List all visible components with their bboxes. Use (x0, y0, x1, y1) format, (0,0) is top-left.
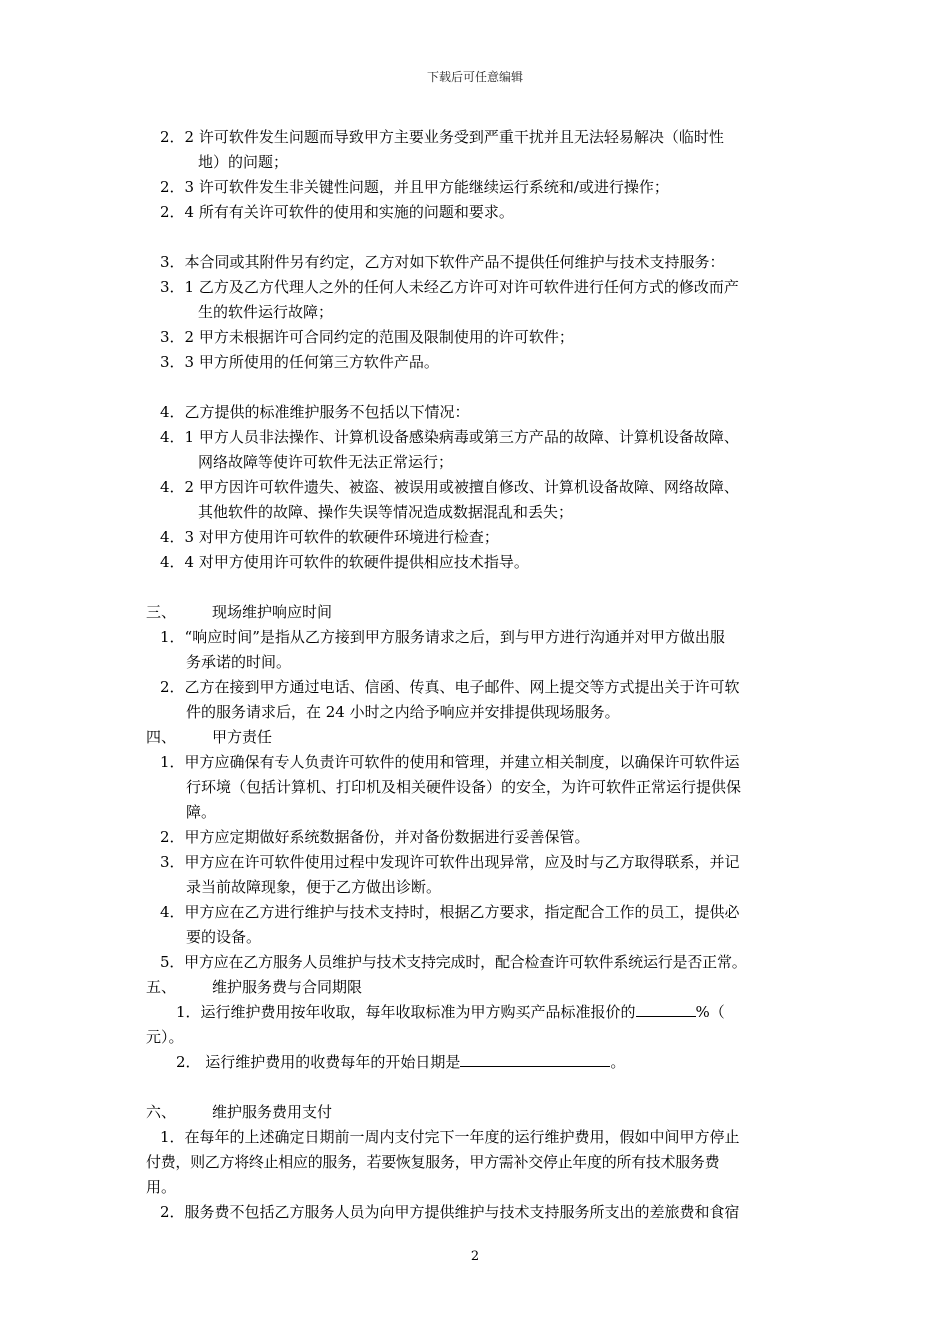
section-4-item-1-cont2: 障。 (186, 803, 217, 821)
section-3-item-1: 1．“响应时间”是指从乙方接到甲方服务请求之后，到与甲方进行沟通并对甲方做出服 (160, 628, 725, 646)
section-4-item-5: 5．甲方应在乙方服务人员维护与技术支持完成时，配合检查许可软件系统运行是否正常。 (160, 953, 747, 971)
section-4-item-4: 4．甲方应在乙方进行维护与技术支持时，根据乙方要求，指定配合工作的员工，提供必 (160, 903, 740, 921)
section-6-item-2: 2．服务费不包括乙方服务人员为向甲方提供维护与技术支持服务所支出的差旅费和食宿 (160, 1203, 740, 1221)
clause-4: 4．乙方提供的标准维护服务不包括以下情况： (160, 403, 470, 421)
section-4-item-4-cont: 要的设备。 (186, 928, 262, 946)
clause-3-1-cont: 生的软件运行故障； (198, 303, 334, 321)
page-header: 下载后可任意编辑 (426, 70, 523, 84)
section-4-item-3-cont: 录当前故障现象，便于乙方做出诊断。 (186, 878, 442, 896)
page-number: 2 (470, 1249, 480, 1264)
section-5-item-2-text: 2． 运行维护费用的收费每年的开始日期是 (176, 1053, 461, 1071)
clause-2-2: 2．2 许可软件发生问题而导致甲方主要业务受到严重干扰并且无法轻易解决（临时性 (160, 128, 724, 146)
section-6-item-1-cont2: 用。 (146, 1178, 177, 1196)
clause-4-1-cont: 网络故障等使许可软件无法正常运行； (198, 453, 454, 471)
section-3-item-2: 2．乙方在接到甲方通过电话、信函、传真、电子邮件、网上提交等方式提出关于许可软 (160, 678, 740, 696)
clause-4-1: 4．1 甲方人员非法操作、计算机设备感染病毒或第三方产品的故障、计算机设备故障、 (160, 428, 739, 446)
section-3-item-1-cont: 务承诺的时间。 (186, 653, 292, 671)
section-5-item-1-cont: 元）。 (146, 1028, 184, 1046)
section-5-number: 五、 (146, 978, 177, 996)
clause-2-3: 2．3 许可软件发生非关键性问题，并且甲方能继续运行系统和/或进行操作； (160, 178, 669, 196)
section-3-number: 三、 (146, 603, 177, 621)
section-4-item-1-cont: 行环境（包括计算机、打印机及相关硬件设备）的安全，为许可软件正常运行提供保 (186, 778, 742, 796)
section-3-item-2-cont: 件的服务请求后，在 24 小时之内给予响应并安排提供现场服务。 (186, 703, 620, 721)
section-5-item-2-suffix: 。 (610, 1053, 626, 1071)
clause-4-3: 4．3 对甲方使用许可软件的软硬件环境进行检查； (160, 528, 499, 546)
section-5-item-1 (176, 1002, 725, 1022)
clause-3-3: 3．3 甲方所使用的任何第三方软件产品。 (160, 353, 439, 371)
clause-4-2: 4．2 甲方因许可软件遗失、被盗、被误用或被擅自修改、计算机设备故障、网络故障、 (160, 478, 739, 496)
clause-3-1: 3．1 乙方及乙方代理人之外的任何人未经乙方许可对许可软件进行任何方式的修改而产 (160, 278, 739, 296)
section-4-number: 四、 (146, 728, 177, 746)
section-5-item-1-text: 1．运行维护费用按年收取，每年收取标准为甲方购买产品标准报价的 (176, 1003, 636, 1021)
clause-2-4: 2．4 所有有关许可软件的使用和实施的问题和要求。 (160, 203, 514, 221)
clause-4-4: 4．4 对甲方使用许可软件的软硬件提供相应技术指导。 (160, 553, 529, 571)
section-5-item-2 (176, 1052, 625, 1072)
section-6-item-1: 1．在每年的上述确定日期前一周内支付完下一年度的运行维护费用，假如中间甲方停止 (160, 1128, 740, 1146)
clause-3-2: 3．2 甲方未根据许可合同约定的范围及限制使用的许可软件； (160, 328, 574, 346)
section-3-title: 现场维护响应时间 (212, 603, 333, 621)
section-6-number: 六、 (146, 1103, 177, 1121)
clause-4-2-cont: 其他软件的故障、操作失误等情况造成数据混乱和丢失； (198, 503, 574, 521)
section-5-item-1-suffix: %（ (695, 1003, 725, 1021)
section-4-item-1: 1．甲方应确保有专人负责许可软件的使用和管理，并建立相关制度，以确保许可软件运 (160, 753, 740, 771)
fee-percentage-blank[interactable] (636, 1002, 696, 1017)
section-4-title: 甲方责任 (212, 728, 273, 746)
section-6-item-1-cont: 付费，则乙方将终止相应的服务，若要恢复服务，甲方需补交停止年度的所有技术服务费 (146, 1153, 720, 1171)
section-4-item-2: 2．甲方应定期做好系统数据备份，并对备份数据进行妥善保管。 (160, 828, 590, 846)
section-4-item-3: 3．甲方应在许可软件使用过程中发现许可软件出现异常，应及时与乙方取得联系，并记 (160, 853, 740, 871)
clause-2-2-cont: 地）的问题； (198, 153, 289, 171)
section-5-title: 维护服务费与合同期限 (212, 978, 363, 996)
clause-3: 3．本合同或其附件另有约定，乙方对如下软件产品不提供任何维护与技术支持服务： (160, 253, 725, 271)
section-6-title: 维护服务费用支付 (212, 1103, 333, 1121)
start-date-blank[interactable] (460, 1052, 610, 1067)
